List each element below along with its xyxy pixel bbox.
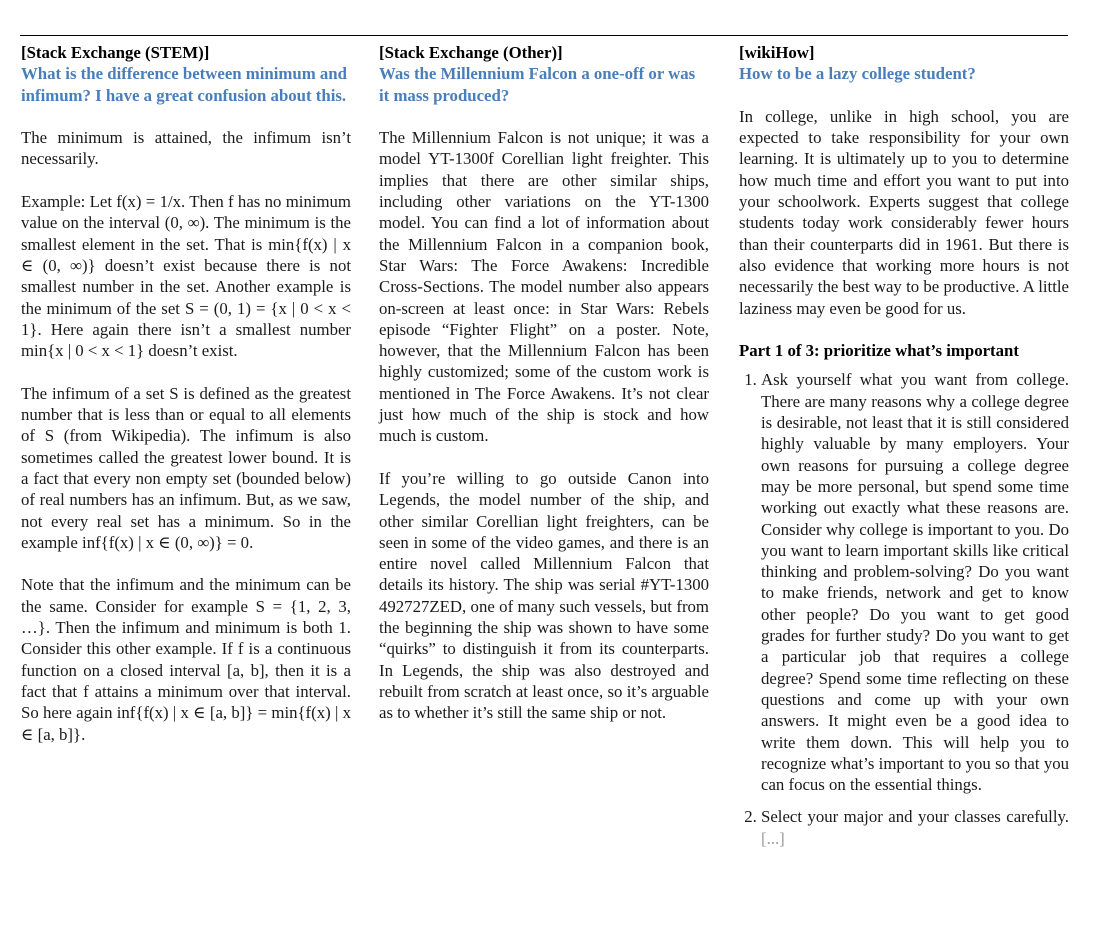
question-title: What is the difference between minimum and infimum? I have a great confusion about this. (21, 64, 347, 105)
list-item-text: Ask yourself what you want from college. There are many reasons why a college degree is desirable, not least that it is still considered highly valuable by many employers. Your own reasons for pursuing a college degree may be more personal, but spend some time working out exactly what these reasons are. Consider why college is important to you. Do you want to learn important skills like critical thinking and problem-solving? Do you want to make friends, network and get to know other people? Do you want to get good grades for further study? Do you want to get a particular job that requires a college degree? Spend some time reflecting on these questions and come up with your own answers. It might even be a good idea to write them down. This will help you to recognize what’s important to you so that you can focus on the essential things. (761, 370, 1069, 795)
answer-paragraph: Note that the infimum and the minimum can be the same. Consider for example S = {1, 2, 3, …}. Then the infimum and minimum is both 1. Consider this other example. If f is a continuous function on a closed interval [a, b], then it is a fact that f attains a minimum over that interval. So here again inf{f(x) | x ∈ [a, b]} = min{f(x) | x ∈ [a, b]}. (21, 575, 351, 744)
ellipsis-marker: [...] (761, 828, 785, 848)
steps-list (739, 369, 1069, 849)
list-item (761, 806, 1069, 849)
source-label: [Stack Exchange (Other)] (379, 43, 563, 62)
source-label: [wikiHow] (739, 43, 815, 62)
column-stack-exchange-stem (21, 42, 351, 745)
column-stack-exchange-other (379, 42, 709, 724)
section-heading: Part 1 of 3: prioritize what’s important (739, 341, 1019, 361)
answer-paragraph: The infimum of a set S is defined as the greatest number that is less than or equal to all elements of S (from Wikipedia). The infimum is also sometimes called the greatest lower bound. It is a fact that every non empty set (bounded below) of real numbers has an infimum. But, as we saw, not every real set has a minimum. So in the example inf{f(x) | x ∈ (0, ∞)} = 0. (21, 383, 351, 552)
answer-paragraph: The minimum is attained, the infimum isn’t necessarily. (21, 128, 351, 169)
answer-paragraph: Example: Let f(x) = 1/x. Then f has no minimum value on the interval (0, ∞). The minimum is the smallest element in the set. That is min{f(x) | x ∈ (0, ∞)} doesn’t exist because there is not smallest number in the set. Another example is the minimum of the set S = (0, 1) = {x | 0 < x < 1}. Here again there isn’t a smallest number min{x | 0 < x < 1} doesn’t exist. (21, 192, 351, 361)
top-rule (20, 35, 1068, 36)
list-item (761, 369, 1069, 795)
list-item-text: Select your major and your classes carefully. (761, 807, 1069, 827)
column-wikihow (739, 42, 1069, 860)
question-title: How to be a lazy college student? (739, 64, 976, 84)
question-title: Was the Millennium Falcon a one-off or was it mass produced? (379, 64, 696, 105)
intro-paragraph: In college, unlike in high school, you are expected to take responsibility for your own learning. It is ultimately up to you to determine how much time and effort you want to put into your schoolwork. Experts suggest that college students today work considerably fewer hours than their counterparts did in 1961. But there is also evidence that working more hours is not necessarily the best way to be productive. A little laziness may even be good for us. (739, 106, 1069, 318)
answer-paragraph: If you’re willing to go outside Canon into Legends, the model number of the ship, and other similar Corellian light freighters, can be seen in some of the video games, and there is an entire novel called Millennium Falcon that details its history. The ship was serial #YT-1300 492727ZED, one of many such vessels, but from the beginning the ship was shown to have some “quirks” to distinguish it from its counterparts. In Legends, the ship was also destroyed and rebuilt from scratch at least once, so it’s arguable as to whether it’s still the same ship or not. (379, 468, 709, 723)
answer-paragraph: The Millennium Falcon is not unique; it was a model YT-1300f Corellian light freighter. This implies that there are other similar ships, including other variations on the YT-1300 model. You can find a lot of information about the Millennium Falcon in a companion book, Star Wars: The Force Awakens: Incredible Cross-Sections. The model number also appears on-screen at least once: in Star Wars: Rebels episode “Fighter Flight” on a poster. Note, however, that the Millennium Falcon has been highly customized; some of the custom work is mentioned in The Force Awakens. It’s not clear just how much of the ship is stock and how much is custom. (379, 128, 709, 446)
source-label: [Stack Exchange (STEM)] (21, 43, 210, 62)
